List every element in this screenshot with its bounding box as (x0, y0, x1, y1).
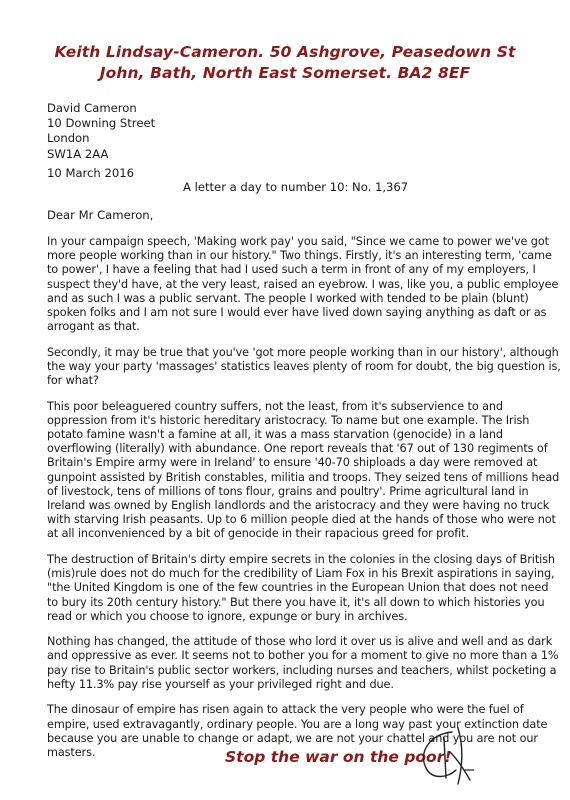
letter-body (47, 235, 562, 771)
closing-slogan: Stop the war on the poor! (225, 748, 452, 766)
salutation: Dear Mr Cameron, (47, 208, 154, 222)
paragraph: Secondly, it may be true that you've 'got more people working than in our history', although the way your party 'massages' statistics leaves plenty of room for doubt, the big question is, for what? (47, 345, 561, 388)
paragraph: Nothing has changed, the attitude of those who lord it over us is alive and well and as dark and oppressive as ever. It seems not to bother you for a moment to give no more than a 1% pay rise to Britain's public sector workers, including nurses and teachers, whilst pocketing a hefty 11.3% pay rise yourself as your privileged right and due. (47, 635, 559, 691)
paragraph: The destruction of Britain's dirty empire secrets in the colonies in the closing days of British (mis)rule does not do much for the credibility of Liam Fox in his Brexit aspirations in saying, "the United Kingdom is one of the few countries in the European Union that does not need to bury its 20th century history." But there you have it, it's all down to which histories you read or which you choose to ignore, expunge or bury in archives. (47, 552, 555, 623)
paragraph: This poor beleaguered country suffers, not the least, from it's subservience to and oppression from it's historic hereditary aristocracy. To name but one example. The Irish potato famine wasn't a famine at all, it was a mass starvation (genocide) in a land overflowing (literally) with abundance. One report reveals that '67 out of 130 regiments of Britain's Empire army were in Ireland' to ensure '40-70 shiploads a day were removed at gunpoint assisted by British constables, militia and troops. They seized tens of millions head of livestock, tens of millions of tons flour, grains and poultry'. Prime agricultural land in Ireland was owned by English landlords and the aristocracy and they were having no truck with starving Irish peasants. Up to 6 million people died at the hands of those who were not at all inconvenienced by a bit of genocide in their rapacious greed for profit. (47, 399, 560, 541)
paragraph: In your campaign speech, 'Making work pay' you said, "Since we came to power we've got more people working than in our history." Two things. Firstly, it's an interesting term, 'came to power', I have a feeling that had I used such a term in front of any of my employers, I suspect they'd have, at the very least, raised an eyebrow. I was, like you, a public employee and as such I was a public servant. The people I worked with tended to be plain (blunt) spoken folks and I am not sure I would ever have lived down saying anything as daft or as arrogant as that. (47, 235, 559, 334)
recipient-address (47, 101, 155, 162)
recipient-name: David Cameron (47, 101, 137, 115)
letter-subject: A letter a day to number 10: No. 1,367 (183, 180, 409, 194)
recipient-postcode: SW1A 2AA (47, 146, 109, 161)
letterhead: Keith Lindsay-Cameron. 50 Ashgrove, Peasedown St John, Bath, North East Somerset. BA2 8EF (54, 43, 516, 82)
letter-date: 10 March 2016 (47, 166, 134, 180)
paragraph: The dinosaur of empire has risen again to attack the very people who were the fuel of empire, used extravagantly, ordinary people. You are a long way past your extinction date because you are unable to change or adapt, we are not your chattel and you are not our masters. (47, 703, 548, 759)
signature (400, 718, 490, 788)
recipient-city: London (47, 131, 90, 146)
recipient-street: 10 Downing Street (47, 116, 156, 131)
